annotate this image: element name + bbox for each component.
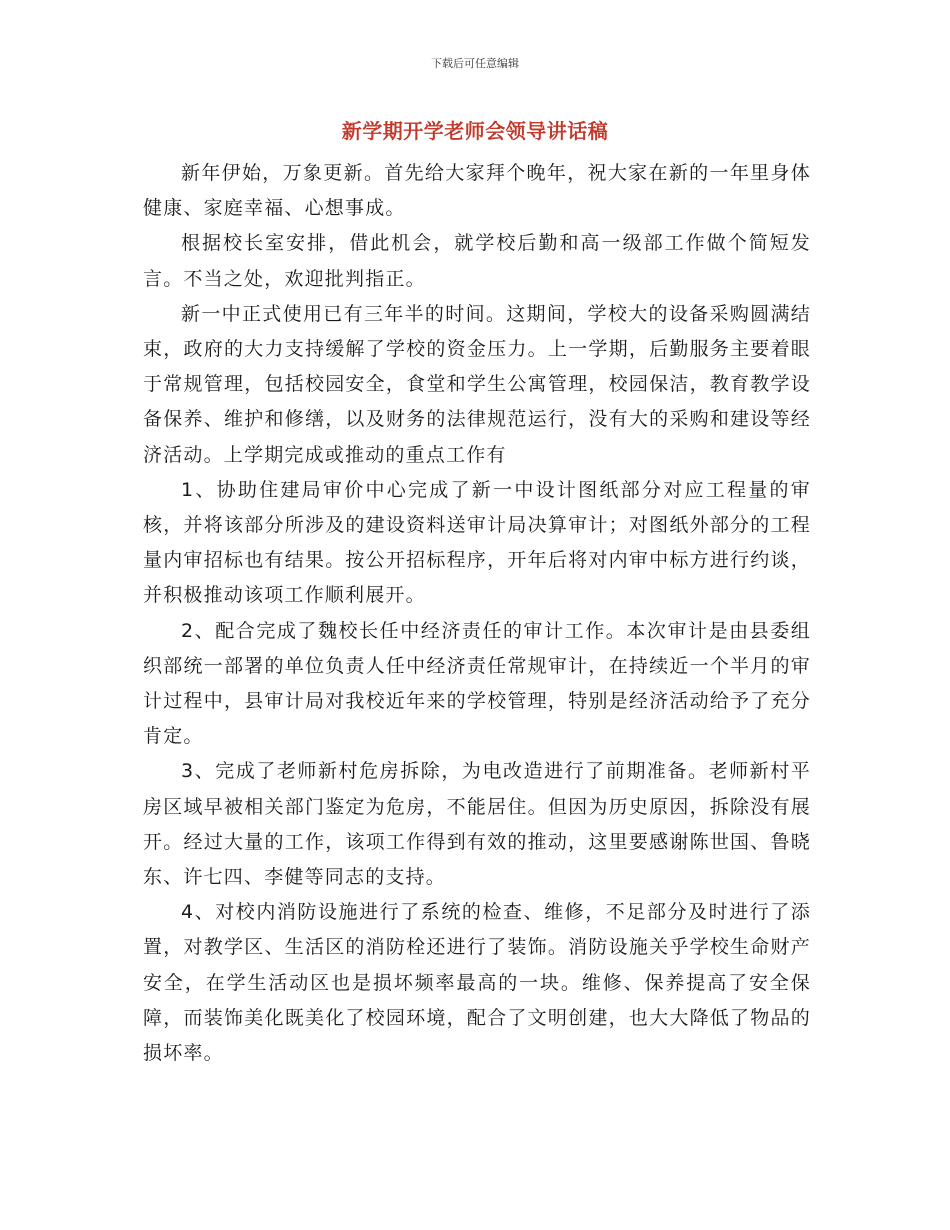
paragraph-overview: 新一中正式使用已有三年半的时间。这期间，学校大的设备采购圆满结束，政府的大力支持缓解了学校的资金压力。上一学期，后勤服务主要着眼于常规管理，包括校园安全，食堂和学生公寓管理，校园保洁，教育教学设备保养、维护和修缮，以及财务的法律规范运行，没有大的采购和建设等经济活动。上学期完成或推动的重点工作有 (143, 302, 811, 466)
document-title: 新学期开学老师会领导讲话稿 (341, 119, 609, 143)
paragraph-intro: 根据校长室安排，借此机会，就学校后勤和高一级部工作做个简短发言。不当之处，欢迎批判指正。 (143, 232, 811, 290)
document-body (143, 156, 811, 1071)
paragraph-item-2: 2、配合完成了魏校长任中经济责任的审计工作。本次审计是由县委组织部统一部署的单位负责人任中经济责任常规审计，在持续近一个半月的审计过程中，县审计局对我校近年来的学校管理，特别是经济活动给予了充分肯定。 (143, 619, 811, 748)
paragraph-item-3: 3、完成了老师新村危房拆除，为电改造进行了前期准备。老师新村平房区域早被相关部门鉴定为危房，不能居住。但因为历史原因，拆除没有展开。经过大量的工作，该项工作得到有效的推动，这里要感谢陈世国、鲁晓东、许七四、李健等同志的支持。 (143, 760, 811, 889)
header-note: 下载后可任意编辑 (431, 57, 519, 70)
paragraph-greeting: 新年伊始，万象更新。首先给大家拜个晚年，祝大家在新的一年里身体健康、家庭幸福、心想事成。 (143, 162, 811, 220)
paragraph-item-4: 4、对校内消防设施进行了系统的检查、维修，不足部分及时进行了添置，对教学区、生活区的消防栓还进行了装饰。消防设施关乎学校生命财产安全，在学生活动区也是损坏频率最高的一块。维修、保养提高了安全保障，而装饰美化既美化了校园环境，配合了文明创建，也大大降低了物品的损坏率。 (143, 901, 811, 1065)
paragraph-item-1: 1、协助住建局审价中心完成了新一中设计图纸部分对应工程量的审核，并将该部分所涉及的建设资料送审计局决算审计；对图纸外部分的工程量内审招标也有结果。按公开招标程序，开年后将对内审中标方进行约谈，并积极推动该项工作顺利展开。 (143, 478, 811, 607)
